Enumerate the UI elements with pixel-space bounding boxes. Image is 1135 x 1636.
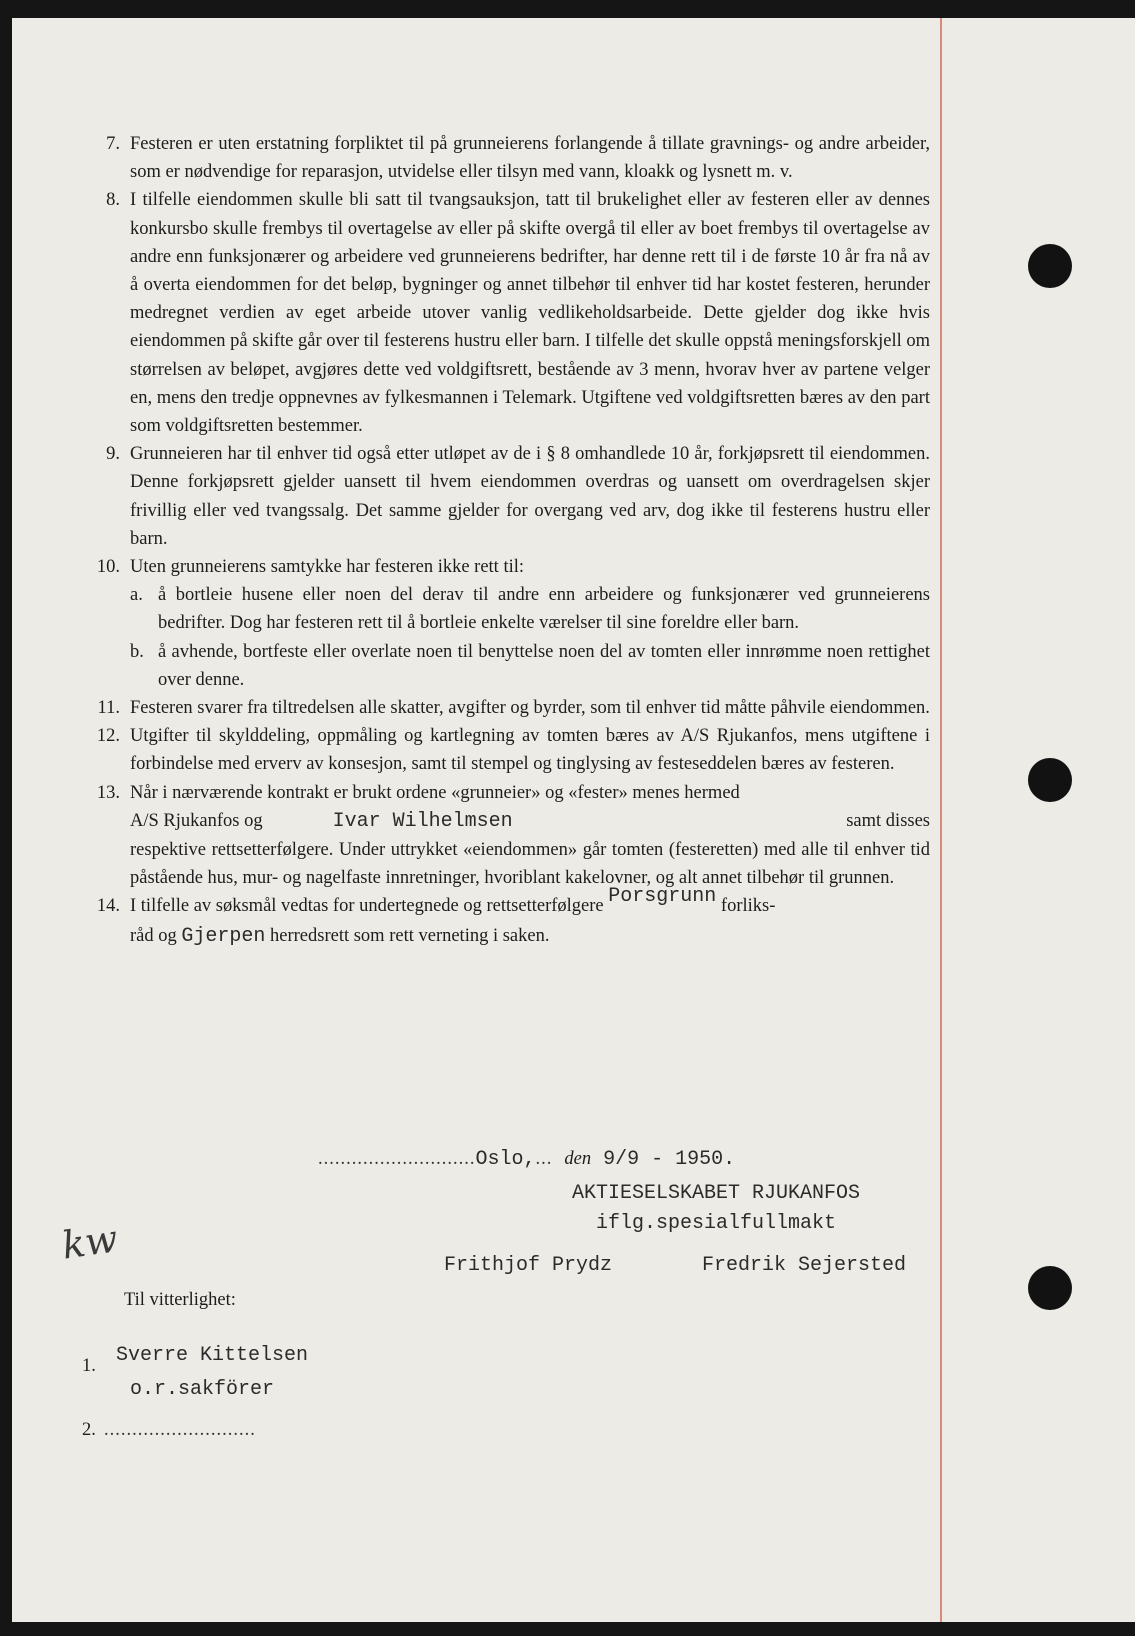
clause-number: 9. (106, 444, 120, 465)
company-text: A/S Rjukanfos og (130, 810, 263, 831)
party-line (130, 807, 930, 836)
company-name: AKTIESELSKABET RJUKANFOS (572, 1182, 861, 1205)
witness-number: 2. (82, 1420, 96, 1440)
clause-text: herredsrett som rett verneting i saken. (270, 925, 550, 946)
witness-name: Sverre Kittelsen (116, 1344, 309, 1367)
punch-hole (1028, 244, 1072, 288)
clause-9 (78, 440, 930, 553)
clause-number: 7. (106, 134, 120, 154)
punch-hole (1028, 758, 1072, 802)
dotted-line: ... (535, 1149, 553, 1169)
clause-number: 10. (96, 557, 120, 578)
punch-hole (1028, 1266, 1072, 1310)
clause-number: 11. (97, 698, 120, 719)
clause-11 (78, 694, 930, 722)
clause-text: forliks- (720, 896, 776, 917)
clause-text-rest: respektive rettsetterfølgere. Under uttrykket «eiendommen» går tomten (festeretten) med alle til enhver tid påstående hus, mur- og nagelfaste innretninger, hvoriblant kakelovner, og alt annet tilbehør til grunnen. (130, 840, 930, 889)
clause-text: Når i nærværende kontrakt er brukt ordene «grunneier» og «fester» menes hermed (130, 782, 740, 803)
clause-14 (78, 885, 930, 950)
clause-8 (78, 186, 930, 440)
clause-text: Festeren svarer fra tiltredelsen alle skatter, avgifter og byrder, som til enhver tid måtte påhvile eiendommen. (130, 698, 930, 719)
witness-number: 1. (82, 1356, 96, 1376)
venue-place: Porsgrunn (608, 885, 717, 909)
clause-text: I tilfelle eiendommen skulle bli satt til tvangsauksjon, tatt til brukelighet eller av festeren eller av dennes konkursbo skulle frembys til overtagelse av eller på skifte overgå til eller av boet frembys til overtagelse av andre enn funksjonærer og arbeidere ved grunneierens bedrifter, har denne rett til i de første 10 år fra nå av å overta eiendommen for det beløp, bygninger og annet tilbehør til enhver tid har kostet festeren, herunder medregnet verdien av eget arbeide utover vanlig vedlikeholdsarbeide. Dette gjelder dog ikke hvis eiendommen på skifte går over til festerens hustru eller barn. I tilfelle det skulle oppstå meningsforskjell om størrelsen av beløpet, avgjøres dette ved voldgiftsrett, bestående av 3 menn, hvorav hver av partene velger en, mens den tredje oppnevnes av fylkesmannen i Telemark. Utgiftene ved voldgiftsretten bæres av den part som voldgiftsretten bestemmer. (130, 190, 930, 437)
clause-text: råd og (130, 925, 177, 946)
den-label: den (564, 1149, 592, 1169)
signing-date: 9/9 - 1950. (603, 1148, 736, 1171)
sub-label: b. (130, 641, 144, 662)
clause-number: 12. (96, 726, 120, 747)
clause-text: I tilfelle av søksmål vedtas for undertegnede og rettsetterfølgere (130, 896, 604, 917)
clause-text: Festeren er uten erstatning forpliktet til på grunneierens forlangende å tillate gravnings- og andre arbeider, som er nødvendige for reparasjon, utvidelse eller tilsyn med vann, kloakk og lysnett m. v. (130, 134, 930, 183)
sub-text: å bortleie husene eller noen del derav til andre enn arbeidere og funksjonærer ved grunneierens bedrifter. Dog har festeren rett til å bortleie enkelte værelser til sine foreldre eller barn. (158, 585, 930, 634)
clause-number: 13. (96, 782, 120, 803)
signing-city: Oslo, (475, 1148, 536, 1171)
clause-10-a (130, 581, 930, 637)
clause-number: 8. (106, 190, 120, 211)
clause-13 (78, 779, 930, 893)
clause-12 (78, 722, 930, 778)
document-page (12, 18, 1135, 1622)
after-name-text: samt disses (846, 810, 930, 831)
court-name: Gjerpen (181, 924, 266, 948)
sub-label: a. (130, 585, 143, 606)
clause-number: 14. (96, 896, 120, 917)
witness-title: o.r.sakförer (130, 1378, 275, 1401)
clause-text: Uten grunneierens samtykke har festeren ikke rett til: (130, 557, 525, 578)
fester-name: Ivar Wilhelmsen (332, 809, 513, 833)
witness-signature-line: ........................... (104, 1420, 256, 1440)
clause-text: Utgifter til skylddeling, oppmåling og kartlegning av tomten bæres av A/S Rjukanfos, mens utgiftene i forbindelse med erverv av konsesjon, samt til stempel og tinglysing av festeseddelen bæres av festeren. (130, 726, 930, 775)
dotted-line: ............................ (318, 1149, 476, 1169)
place-date-line (318, 1148, 735, 1171)
clause-10-b (130, 638, 930, 694)
contract-clauses (78, 130, 930, 951)
sub-text: å avhende, bortfeste eller overlate noen til benyttelse noen del av tomten eller innrømme noen rettighet over denne. (158, 641, 930, 690)
signer-name: Frithjof Prydz (444, 1254, 613, 1277)
authority-text: iflg.spesialfullmakt (596, 1212, 837, 1235)
witness-heading: Til vitterlighet: (124, 1290, 236, 1310)
clause-10 (78, 553, 930, 694)
margin-rule (940, 18, 942, 1622)
signer-name: Fredrik Sejersted (702, 1254, 907, 1277)
clause-7 (78, 130, 930, 186)
clause-text: Grunneieren har til enhver tid også etter utløpet av de i § 8 omhandlede 10 år, forkjøpsrett til eiendommen. Denne forkjøpsrett gjelder uansett til hvem eiendommen overdras og uansett om overdragelsen skjer frivillig eller ved tvangssalg. Det samme gjelder for overgang ved arv, dog ikke til festerens hustru eller barn. (130, 444, 930, 549)
handwritten-initials: kw (59, 1216, 121, 1268)
